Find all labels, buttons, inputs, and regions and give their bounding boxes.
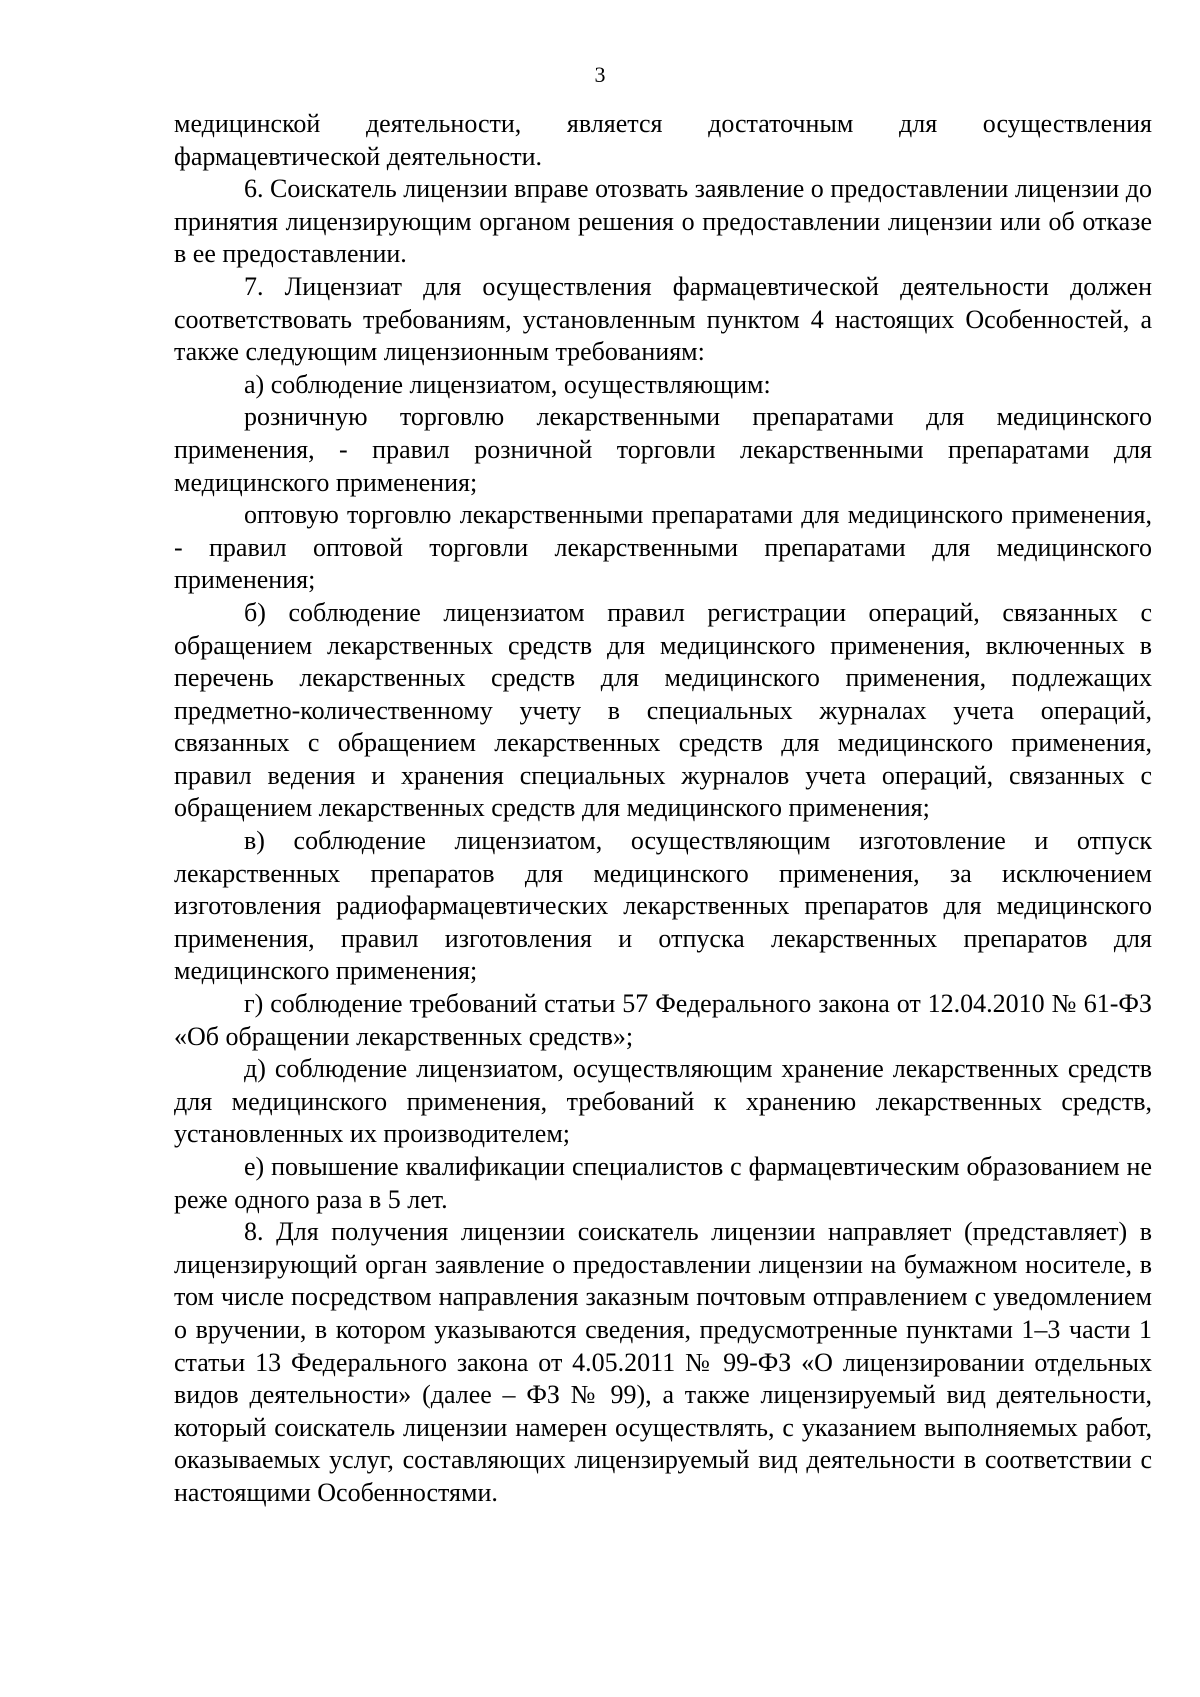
subitem-a-wholesale: оптовую торговлю лекарственными препаратами для медицинского применения, - правил оптовой торговли лекарственными препаратами для медицинского применения; [174,500,1152,595]
subitem-a: а) соблюдение лицензиатом, осуществляющим: [244,369,771,399]
paragraph-8: 8. Для получения лицензии соискатель лицензии направляет (представляет) в лицензирующий орган заявление о предоставлении лицензии на бумажном носителе, в том числе посредством направления заказным почтовым отправлением с уведомлением о вручении, в котором указываются сведения, предусмотренные пунктами 1–3 части 1 статьи 13 Федерального закона от 4.05.2011 № 99-ФЗ «О лицензировании отдельных видов деятельности» (далее – ФЗ № 99), а также лицензируемый вид деятельности, который соискатель лицензии намерен осуществлять, с указанием выполняемых работ, оказываемых услуг, составляющих лицензируемый вид деятельности в соответствии с настоящими Особенностями. [174,1217,1152,1507]
paragraph-6: 6. Соискатель лицензии вправе отозвать заявление о предоставлении лицензии до принятия лицензирующим органом решения о предоставлении лицензии или об отказе в ее предоставлении. [174,174,1152,269]
subitem-a-retail: розничную торговлю лекарственными препаратами для медицинского применения, - правил розничной торговли лекарственными препаратами для медицинского применения; [174,402,1152,497]
subitem-v: в) соблюдение лицензиатом, осуществляющим изготовление и отпуск лекарственных препаратов для медицинского применения, за исключением изготовления радиофармацевтических лекарственных препаратов для медицинского применения, правил изготовления и отпуска лекарственных препаратов для медицинского применения; [174,826,1152,986]
subitem-g: г) соблюдение требований статьи 57 Федерального закона от 12.04.2010 № 61-ФЗ «Об обращении лекарственных средств»; [174,989,1152,1051]
subitem-b: б) соблюдение лицензиатом правил регистрации операций, связанных с обращением лекарственных средств для медицинского применения, включенных в перечень лекарственных средств для медицинского применения, подлежащих предметно-количественному учету в специальных журналах учета операций, связанных с обращением лекарственных средств для медицинского применения, правил ведения и хранения специальных журналов учета операций, связанных с обращением лекарственных средств для медицинского применения; [174,597,1152,823]
paragraph-continuation: медицинской деятельности, является достаточным для осуществления фармацевтической деятельности. [174,109,1152,171]
subitem-d: д) соблюдение лицензиатом, осуществляющим хранение лекарственных средств для медицинского применения, требований к хранению лекарственных средств, установленных их производителем; [174,1054,1152,1149]
document-body [174,108,1152,1510]
paragraph-7: 7. Лицензиат для осуществления фармацевтической деятельности должен соответствовать требованиям, установленным пунктом 4 настоящих Особенностей, а также следующим лицензионным требованиям: [174,271,1152,367]
page-number: 3 [594,62,606,87]
subitem-e: е) повышение квалификации специалистов с фармацевтическим образованием не реже одного раза в 5 лет. [174,1152,1152,1214]
